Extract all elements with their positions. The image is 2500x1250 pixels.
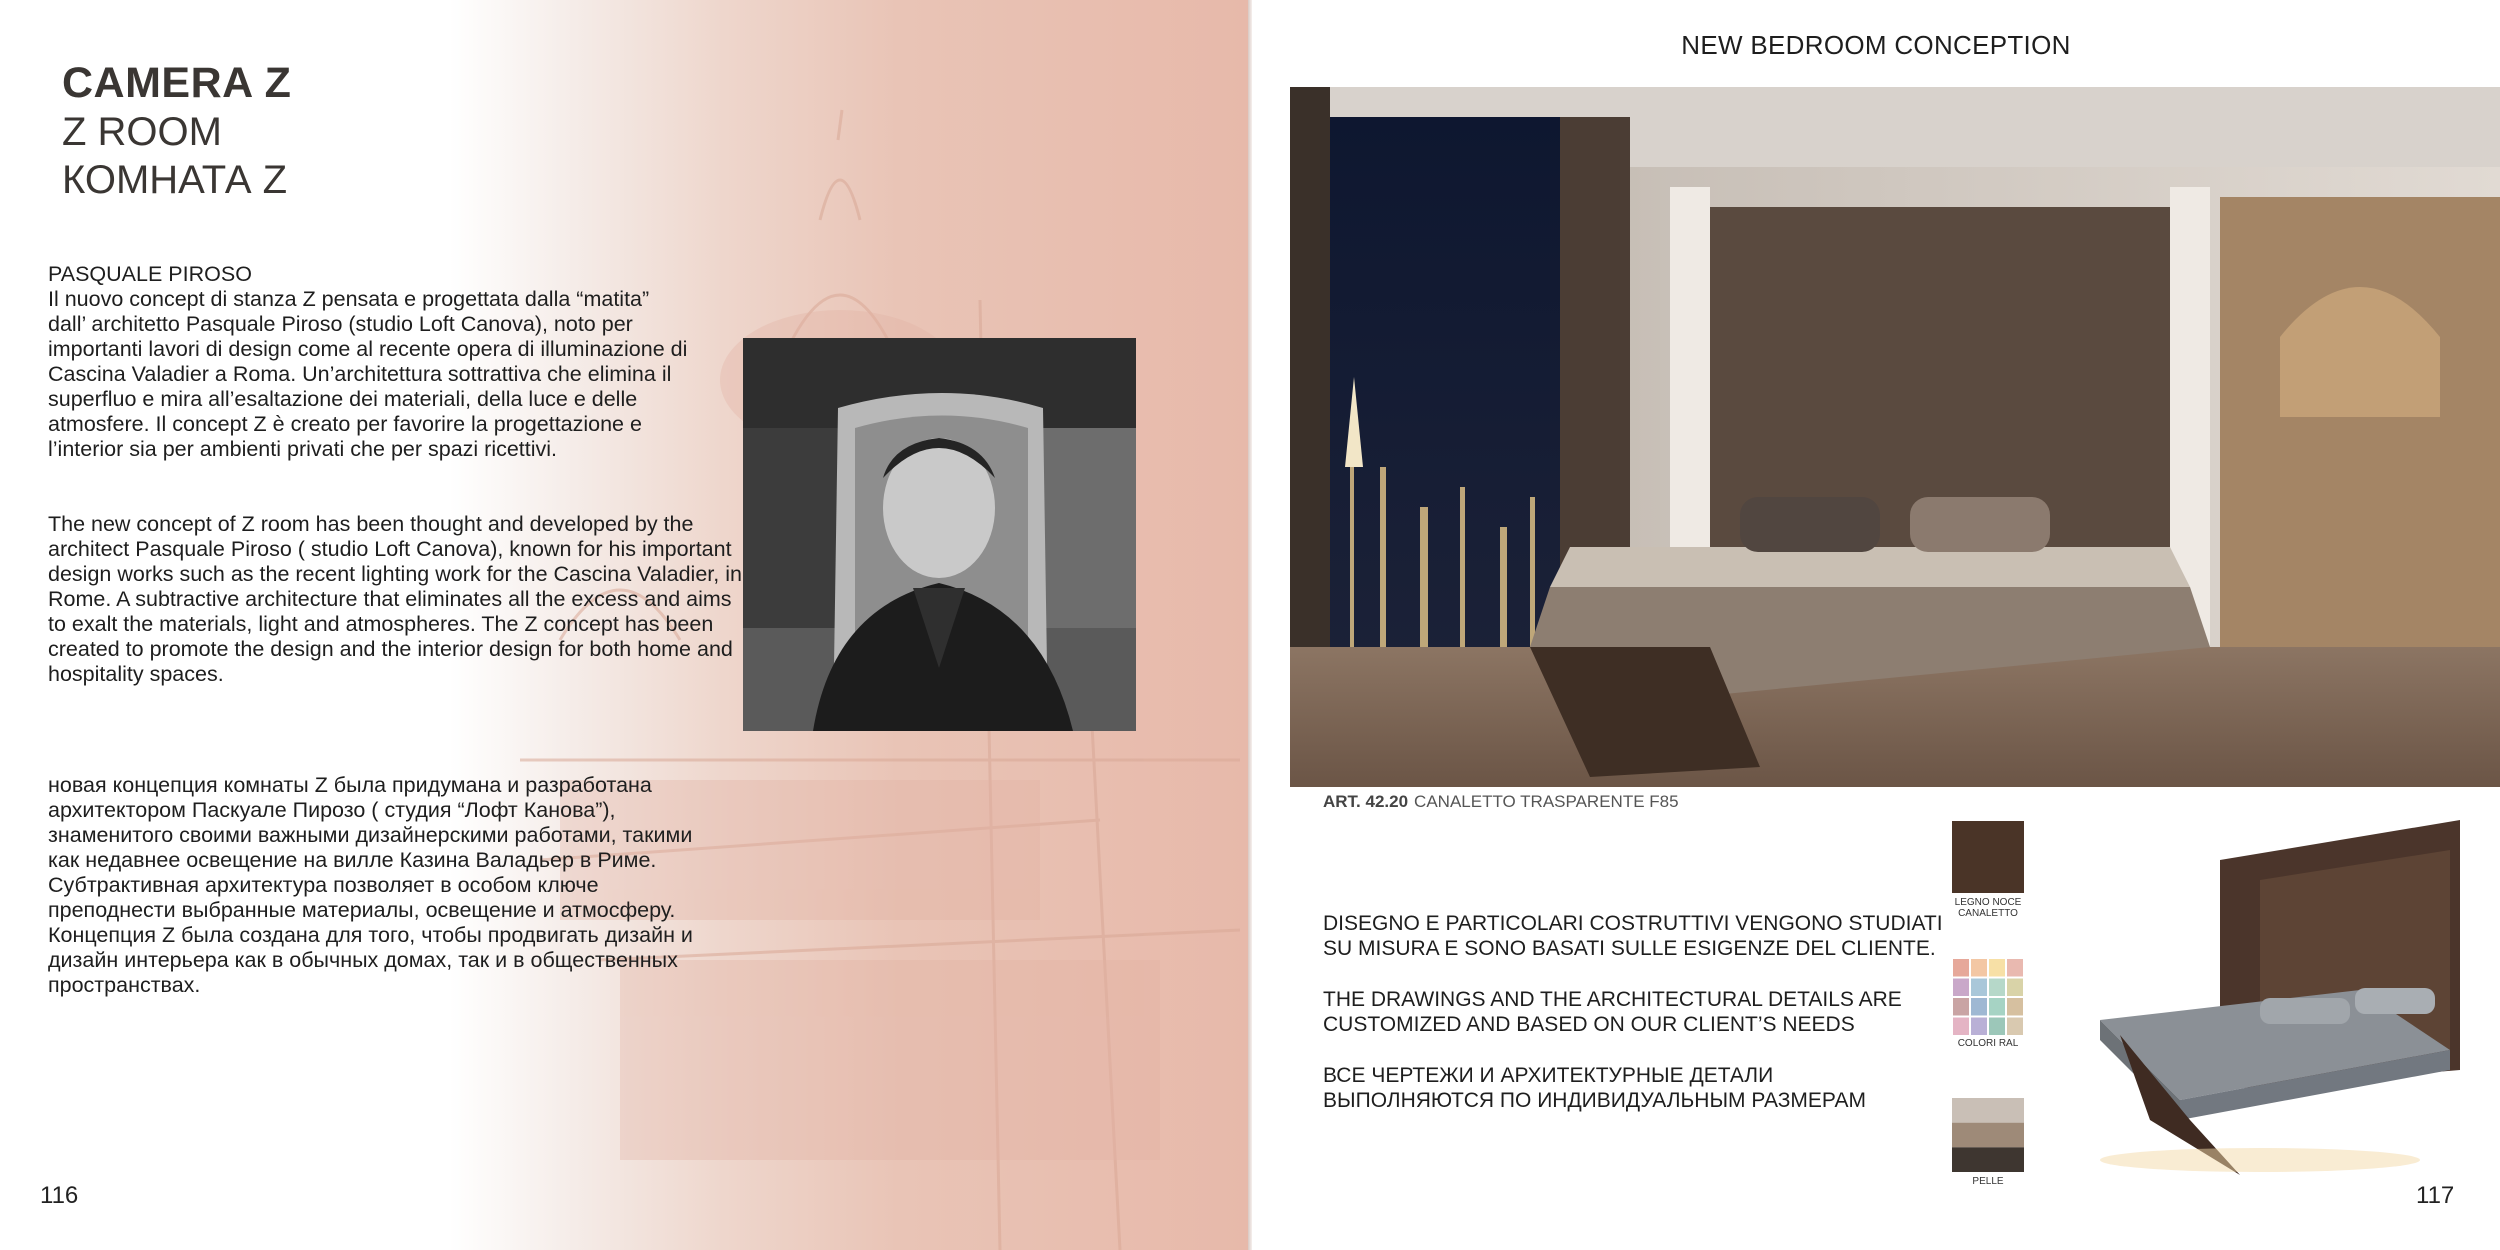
swatch-leather-label: PELLE xyxy=(1972,1176,2004,1187)
ral-color-chip xyxy=(2007,979,2023,997)
bedroom-photo xyxy=(1290,87,2500,787)
leather-color-chip xyxy=(1952,1147,2024,1172)
swatch-ral-colors xyxy=(1952,958,2024,1036)
swatch-walnut-label: LEGNO NOCE CANALETTO xyxy=(1954,897,2022,919)
ral-color-chip xyxy=(1953,1018,1969,1036)
ral-color-chip xyxy=(2007,998,2023,1016)
ral-color-chip xyxy=(1971,998,1987,1016)
custom-note-russian: ВСЕ ЧЕРТЕЖИ И АРХИТЕКТУРНЫЕ ДЕТАЛИ ВЫПОЛНЯЮТСЯ ПО ИНДИВИДУАЛЬНЫМ РАЗМЕРАМ xyxy=(1323,1064,1867,1112)
leather-color-chip xyxy=(1952,1098,2024,1123)
swatch-walnut xyxy=(1952,821,2024,893)
ral-color-chip xyxy=(1971,959,1987,977)
subtitle-english: Z ROOM xyxy=(62,110,222,154)
custom-note-english: THE DRAWINGS AND THE ARCHITECTURAL DETAILS ARE CUSTOMIZED AND BASED ON OUR CLIENT’S NEEDS xyxy=(1323,988,1902,1036)
ral-color-chip xyxy=(1953,959,1969,977)
russian-paragraph: новая концепция комнаты Z была придумана и разработана архитектором Паскуале Пирозо ( студия “Лофт Канова”), знаменитого своими важными дизайнерскими работами, такими как недавнее освещение на вилле Казина Валадьер в Риме. Субтрактивная архитектура позволяет в особом ключе преподнести выбранные материалы, освещение и атмосферу. Концепция Z была создана для того, чтобы продвигать дизайн и дизайн интерьера как в обычных домах, так и в общественных пространствах. xyxy=(48,773,693,997)
ral-color-chip xyxy=(1953,998,1969,1016)
section-heading: NEW BEDROOM CONCEPTION xyxy=(1681,30,2071,60)
ral-color-chip xyxy=(1953,979,1969,997)
ral-color-chip xyxy=(1989,1018,2005,1036)
page-title: CAMERA Z xyxy=(62,59,292,107)
italian-paragraph: Il nuovo concept di stanza Z pensata e progettata dalla “matita” dall’ architetto Pasquale Piroso (studio Loft Canova), noto per importanti lavori di design come al recente opera di illuminazione di Cascina Valadier a Roma. Un’architettura sottrattiva che elimina il superfluo e mira all’esaltazione dei materiali, della luce e delle atmosfere. Il concept Z è creato per favorire la progettazione e l’interior sia per ambienti privati che per spazi ricettivi. xyxy=(48,287,688,461)
finish-name: CANALETTO TRASPARENTE F85 xyxy=(1414,792,1679,811)
ral-color-chip xyxy=(1989,959,2005,977)
author-name: PASQUALE PIROSO xyxy=(48,262,252,286)
ral-color-chip xyxy=(2007,959,2023,977)
article-code: ART. 42.20 xyxy=(1323,792,1409,811)
ral-color-chip xyxy=(2007,1018,2023,1036)
subtitle-russian: КОМНАТА Z xyxy=(62,158,288,202)
leather-color-chip xyxy=(1952,1123,2024,1148)
bed-product-render xyxy=(2060,820,2480,1180)
ral-color-chip xyxy=(1989,979,2005,997)
right-page xyxy=(1252,0,2500,1250)
swatch-ral-label: COLORI RAL xyxy=(1957,1038,2019,1049)
ral-color-chip xyxy=(1971,1018,1987,1036)
italian-section xyxy=(48,262,688,462)
ral-color-chip xyxy=(1989,998,2005,1016)
english-paragraph: The new concept of Z room has been thought and developed by the architect Pasquale Piroso ( studio Loft Canova), known for his important design works such as the recent lighting work for the Cascina Valadier, in Rome. A subtractive architecture that eliminates all the excess and aims to exalt the materials, light and atmospheres. The Z concept has been created to promote the design and the interior design for both home and hospitality spaces. xyxy=(48,512,742,686)
page-number-right: 117 xyxy=(2416,1182,2455,1209)
left-page xyxy=(0,0,1248,1250)
custom-note-italian: DISEGNO E PARTICOLARI COSTRUTTIVI VENGONO STUDIATI SU MISURA E SONO BASATI SULLE ESIGENZE DEL CLIENTE. xyxy=(1323,912,1943,960)
photo-caption xyxy=(1323,792,1679,812)
architect-portrait xyxy=(743,338,1136,731)
title-block xyxy=(62,58,291,204)
swatch-leather xyxy=(1952,1098,2024,1172)
page-number-left: 116 xyxy=(40,1182,79,1209)
ral-color-chip xyxy=(1971,979,1987,997)
